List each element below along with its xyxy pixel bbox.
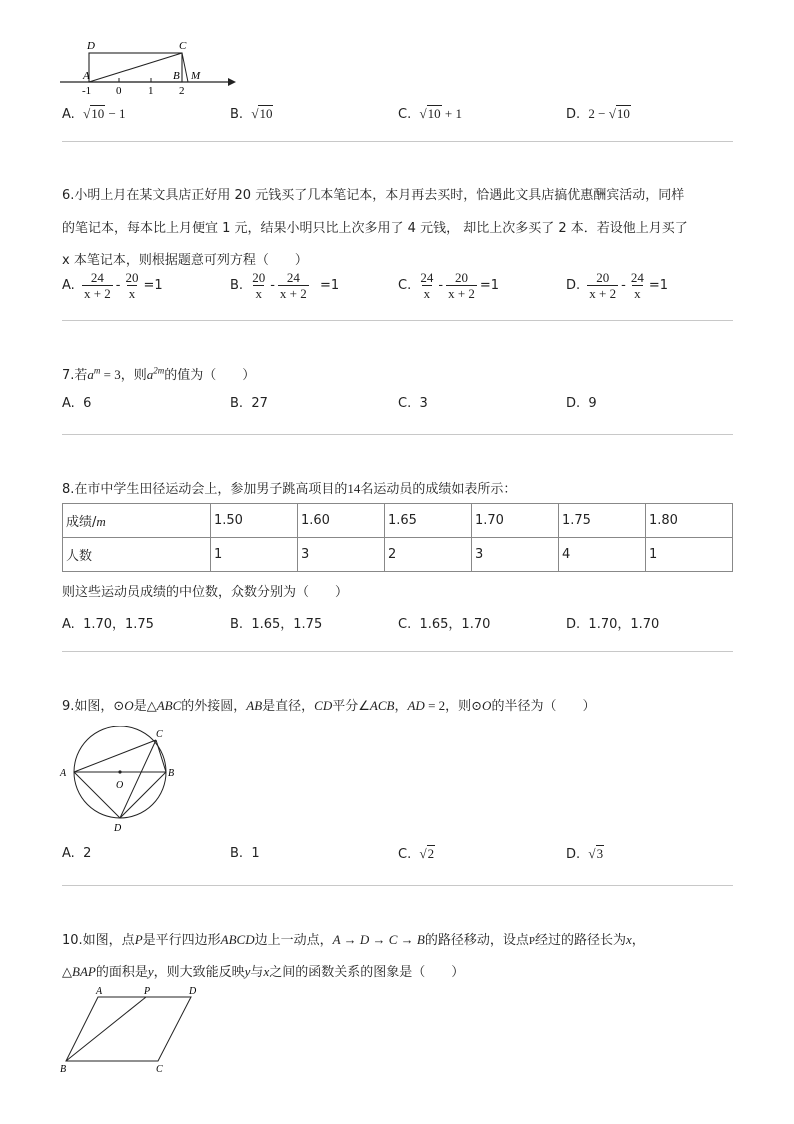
q6-option-a[interactable]: A. $\frac{24}{x + 2}$ - $\frac{20}{x}$ =1 (62, 270, 163, 301)
table-cell: 4 (559, 538, 646, 572)
q8-option-c[interactable]: C. 1.65，1.70 (398, 617, 491, 632)
divider (62, 885, 733, 886)
q9-label-c: C (156, 729, 163, 740)
q6-a-frac-2: $\frac{20}{x}$ (125, 270, 139, 301)
q6-c-frac-2: $\frac{20}{x + 2}$ (448, 270, 475, 301)
q6-d-frac-1: $\frac{20}{x + 2}$ (589, 270, 617, 301)
q7-option-a[interactable]: A. 6 (62, 396, 92, 411)
q5-label-b: B (173, 70, 180, 82)
q5-tick-2: 2 (179, 85, 185, 97)
q9-label-b: B (168, 768, 175, 779)
q6-option-d[interactable]: D. $\frac{20}{x + 2}$ - $\frac{24}{x}$ =1 (566, 270, 669, 301)
q7-option-b[interactable]: B. 27 (230, 396, 268, 411)
q8-header-label: 成绩/m (63, 504, 211, 538)
q5-tick-1: 1 (148, 85, 154, 97)
q10-label-b: B (60, 1064, 67, 1074)
q5-label-m: M (191, 70, 201, 82)
q8-row-label: 人数 (63, 538, 211, 572)
divider (62, 434, 733, 435)
table-cell: 2 (385, 538, 472, 572)
q5-number-line-figure (60, 36, 240, 98)
q5-option-b[interactable]: B. √10 (230, 106, 273, 122)
q9-stem: 9.如图，⊙O是△ABC的外接圆，AB是直径，CD平分∠ACB，AD = 2，则⊙O的半径为（ ） (62, 698, 596, 714)
table-cell: 1.75 (559, 504, 646, 538)
q9-label-d: D (114, 823, 122, 834)
table-cell: 1.60 (298, 504, 385, 538)
table-cell: 1.65 (385, 504, 472, 538)
table-cell: 3 (472, 538, 559, 572)
q6-stem-line-3: x 本笔记本，则根据题意可列方程（ ） (62, 253, 308, 268)
table-cell: 1 (646, 538, 733, 572)
divider (62, 320, 733, 321)
q9-label-o: O (116, 780, 124, 791)
q5-label-a: A (83, 70, 90, 82)
table-cell: 3 (298, 538, 385, 572)
q6-option-c[interactable]: C. $\frac{24}{x}$ - $\frac{20}{x + 2}$ =1 (398, 270, 500, 301)
q8-option-b[interactable]: B. 1.65，1.75 (230, 617, 323, 632)
q6-option-b[interactable]: B. $\frac{20}{x}$ - $\frac{24}{x + 2}$ =1 (230, 270, 340, 301)
q8-question: 则这些运动员成绩的中位数，众数分别为（ ） (62, 585, 349, 600)
q6-d-frac-2: $\frac{24}{x}$ (630, 270, 644, 301)
table-cell: 1 (211, 538, 298, 572)
q5-option-a-expr: √10 − 1 (83, 106, 126, 121)
q10-label-p: P (144, 986, 151, 997)
q5-option-a[interactable]: A. √10 − 1 (62, 106, 126, 122)
q7-stem: 7.若$a^m = 3$，则$a^{2m}$的值为（ ） (62, 365, 256, 383)
divider (62, 141, 733, 142)
q5-label-c: C (179, 40, 187, 52)
q5-option-b-expr: √10 (251, 106, 273, 121)
table-cell: 1.70 (472, 504, 559, 538)
q10-stem-line-1: 10.如图，点P是平行四边形ABCD边上一动点，A → D → C → B的路径移动，设点P经过的路径长为x， (62, 932, 645, 948)
q5-label-d: D (87, 40, 95, 52)
q5-option-c-expr: √10 + 1 (419, 106, 462, 121)
q7-option-d[interactable]: D. 9 (566, 396, 597, 411)
q8-option-d[interactable]: D. 1.70，1.70 (566, 617, 660, 632)
q9-option-d[interactable]: D. √3 (566, 846, 604, 862)
table-row (63, 504, 733, 538)
q9-option-c[interactable]: C. √2 (398, 846, 435, 862)
table-cell: 1.50 (211, 504, 298, 538)
q9-option-a[interactable]: A. 2 (62, 846, 92, 861)
q10-stem-line-2: △BAP的面积是y，则大致能反映y与x之间的函数关系的图象是（ ） (62, 964, 465, 980)
q6-stem-line-2: 的笔记本，每本比上月便宜 1 元，结果小明只比上次多用了 4 元钱， 却比上次多买了 2 本．若设他上月买了 (62, 221, 688, 236)
q10-label-d: D (189, 986, 197, 997)
q10-label-c: C (156, 1064, 163, 1074)
q6-a-frac-1: $\frac{24}{x + 2}$ (83, 270, 111, 301)
q10-label-a: A (96, 986, 103, 997)
q6-c-frac-1: $\frac{24}{x}$ (420, 270, 434, 301)
q6-b-frac-1: $\frac{20}{x}$ (252, 270, 266, 301)
q5-tick-0: 0 (116, 85, 122, 97)
table-cell: 1.80 (646, 504, 733, 538)
q5-option-d[interactable]: D. 2 − √10 (566, 106, 630, 122)
q9-option-b[interactable]: B. 1 (230, 846, 260, 861)
divider (62, 651, 733, 652)
q5-option-d-expr: 2 − √10 (588, 106, 630, 121)
q9-circle-figure (58, 726, 184, 838)
q7-option-c[interactable]: C. 3 (398, 396, 428, 411)
q6-stem-line-1: 6.小明上月在某文具店正好用 20 元钱买了几本笔记本，本月再去买时，恰遇此文具店搞优惠酬宾活动，同样 (62, 188, 685, 203)
q10-parallelogram-figure (58, 984, 208, 1074)
q8-option-a[interactable]: A. 1.70，1.75 (62, 617, 154, 632)
q8-stem: 8.在市中学生田径运动会上，参加男子跳高项目的14名运动员的成绩如表所示： (62, 481, 517, 497)
q5-tick-neg1: -1 (82, 85, 92, 97)
q9-label-a: A (60, 768, 67, 779)
q6-b-frac-2: $\frac{24}{x + 2}$ (279, 270, 307, 301)
q5-option-c[interactable]: C. √10 + 1 (398, 106, 462, 122)
q8-score-table (62, 503, 733, 572)
table-row (63, 538, 733, 572)
